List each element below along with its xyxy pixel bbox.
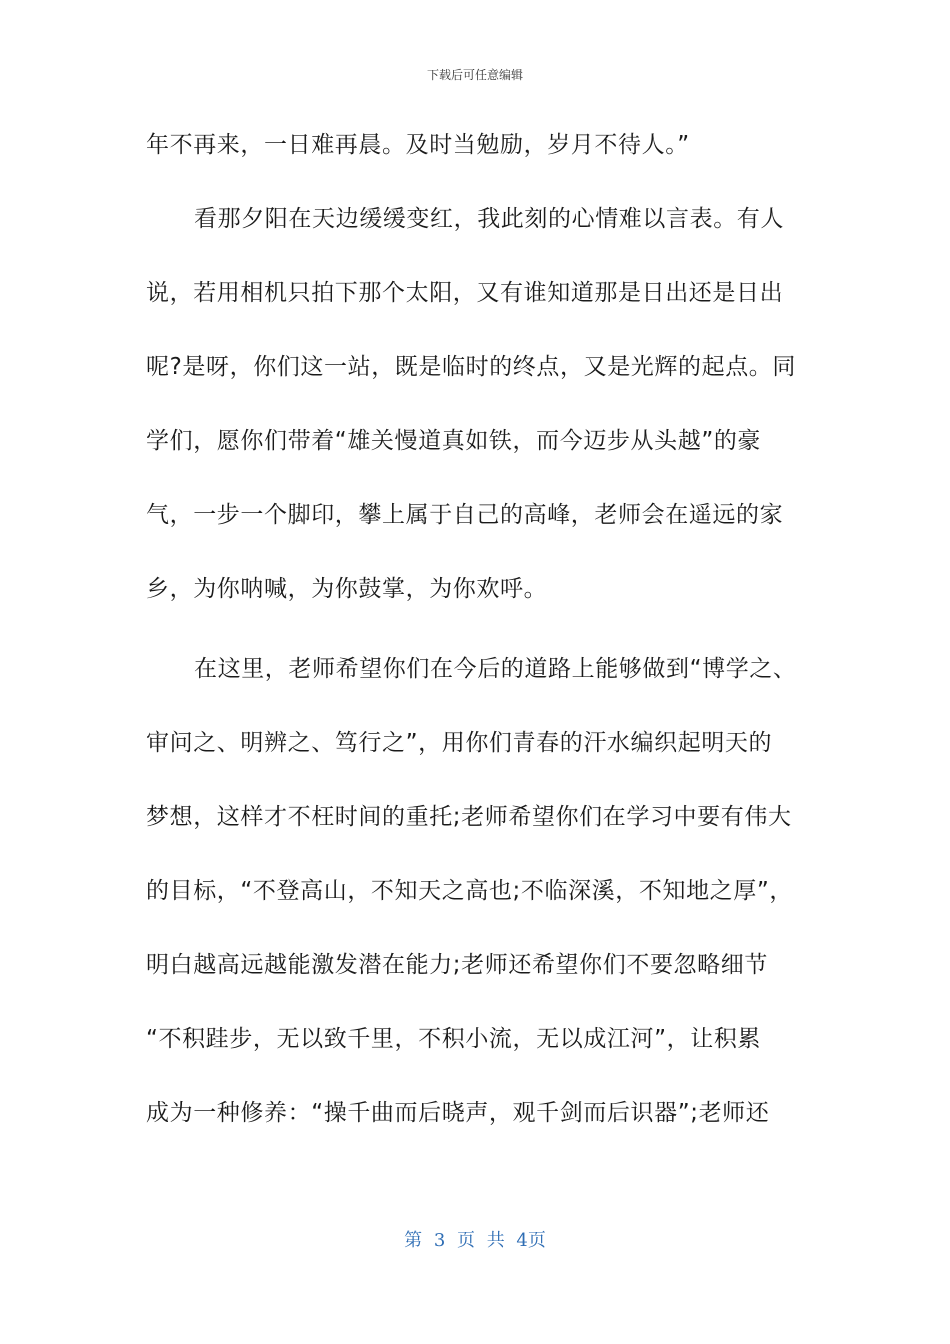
text-line: 在这里，老师希望你们在今后的道路上能够做到“博学之、: [194, 656, 797, 682]
text-line: 审问之、明辨之、笃行之”，用你们青春的汗水编织起明天的: [146, 730, 773, 756]
text-line: 看那夕阳在天边缓缓变红，我此刻的心情难以言表。有人: [194, 206, 784, 232]
text-line: 说，若用相机只拍下那个太阳，又有谁知道那是日出还是日出: [146, 280, 784, 306]
text-line: 明白越高远越能激发潜在能力;老师还希望你们不要忽略细节: [146, 952, 768, 978]
text-line: 的目标，“不登高山，不知天之高也;不临深溪，不知地之厚”，: [146, 878, 793, 904]
text-line: 成为一种修养：“操千曲而后晓声，观千剑而后识器”;老师还: [146, 1100, 770, 1126]
text-line: 梦想，这样才不枉时间的重托;老师希望你们在学习中要有伟大: [146, 804, 792, 830]
text-line: 呢?是呀，你们这一站，既是临时的终点，又是光辉的起点。同: [146, 354, 797, 380]
text-line: 学们，愿你们带着“雄关慢道真如铁，而今迈步从头越”的豪: [146, 428, 762, 454]
text-line: 年不再来，一日难再晨。及时当勉励，岁月不待人。”: [146, 132, 690, 158]
page-number: 第 3 页 共 4页: [404, 1230, 546, 1251]
page-header: 下载后可任意编辑: [426, 68, 523, 82]
text-line: “不积跬步，无以致千里，不积小流，无以成江河”，让积累: [146, 1026, 762, 1052]
text-line: 气，一步一个脚印，攀上属于自己的高峰，老师会在遥远的家: [146, 502, 784, 528]
text-line: 乡，为你呐喊，为你鼓掌，为你欢呼。: [146, 576, 548, 602]
